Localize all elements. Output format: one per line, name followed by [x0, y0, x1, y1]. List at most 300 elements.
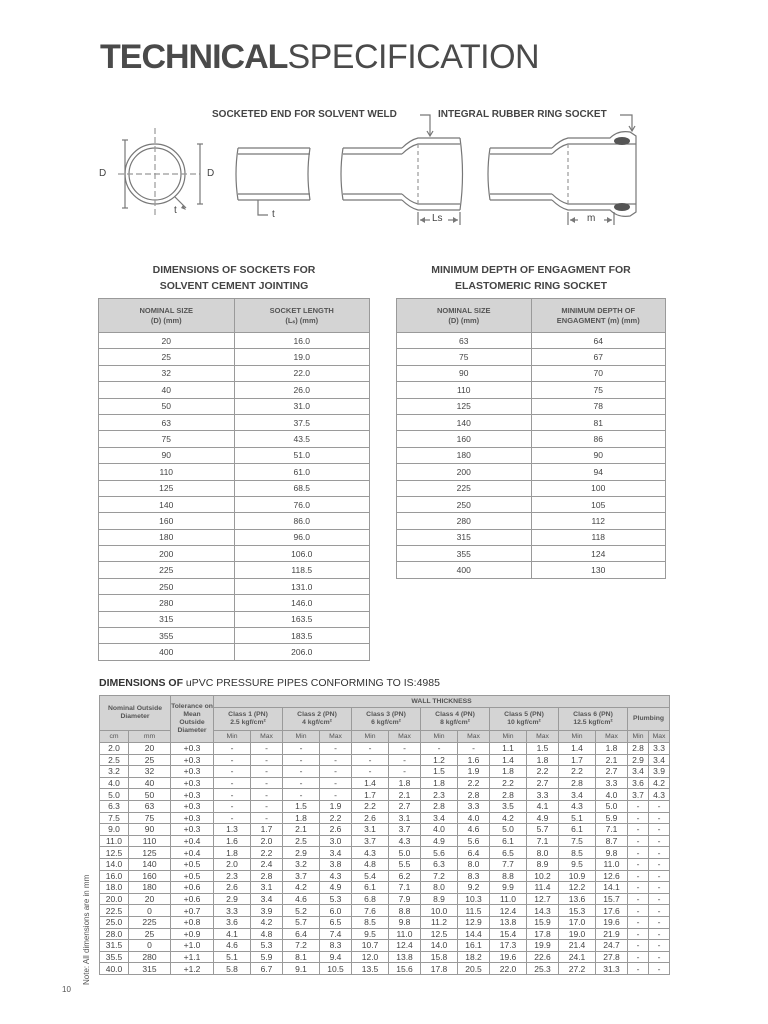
- table-cell: -: [649, 940, 670, 952]
- table-cell: -: [251, 789, 283, 801]
- table-cell: +0.7: [171, 905, 214, 917]
- table-cell: 28.0: [100, 928, 129, 940]
- table-row: [397, 480, 666, 496]
- table-cell: -: [649, 847, 670, 859]
- table-cell: +0.6: [171, 882, 214, 894]
- table-cell: 63: [397, 333, 532, 349]
- table-cell: 9.8: [596, 847, 628, 859]
- table-cell: 140: [129, 858, 171, 870]
- pipes-class-pressure: 2.5 kgf/cm²: [230, 719, 266, 726]
- table-cell: 1.5: [283, 800, 320, 812]
- pipes-col-tolerance: Tolerance on Mean Outside Diameter: [171, 696, 214, 743]
- table-cell: 4.1: [527, 800, 559, 812]
- table-cell: 11.0: [389, 928, 421, 940]
- table-cell: 6.1: [352, 882, 389, 894]
- dim-ls: Ls: [432, 213, 443, 224]
- table-cell: 15.6: [389, 963, 421, 975]
- table-cell: 16.1: [458, 940, 490, 952]
- table-cell: 7.5: [559, 835, 596, 847]
- engage-heading-line1: MINIMUM DEPTH OF ENGAGMENT FOR: [431, 264, 631, 276]
- table-cell: 24.1: [559, 951, 596, 963]
- table-cell: 75: [99, 431, 235, 447]
- engage-col-nominal: [397, 299, 532, 333]
- table-cell: 9.8: [389, 916, 421, 928]
- table-cell: 19.0: [234, 349, 370, 365]
- table-cell: 3.0: [320, 835, 352, 847]
- table-row: [397, 562, 666, 578]
- table-cell: 8.0: [527, 847, 559, 859]
- table-cell: 8.0: [458, 858, 490, 870]
- table-cell: +0.8: [171, 916, 214, 928]
- table-cell: 160: [397, 431, 532, 447]
- table-row: [100, 835, 670, 847]
- table-cell: 6.2: [389, 870, 421, 882]
- table-cell: 140: [99, 496, 235, 512]
- table-cell: 9.0: [100, 824, 129, 836]
- table-row: [100, 858, 670, 870]
- table-cell: 118.5: [234, 562, 370, 578]
- table-cell: 1.8: [596, 743, 628, 755]
- table-cell: -: [649, 928, 670, 940]
- table-cell: 22.5: [100, 905, 129, 917]
- table-cell: 1.5: [421, 766, 458, 778]
- table-cell: 21.9: [596, 928, 628, 940]
- table-cell: 8.5: [559, 847, 596, 859]
- pipes-title-rest: uPVC PRESSURE PIPES CONFORMING TO IS:4985: [183, 677, 440, 689]
- socket-table-header: [99, 299, 370, 333]
- table-cell: 7.1: [527, 835, 559, 847]
- table-row: [99, 578, 370, 594]
- table-cell: +0.3: [171, 812, 214, 824]
- table-cell: 31.5: [100, 940, 129, 952]
- pipes-col-max: Max: [251, 731, 283, 743]
- table-cell: 315: [397, 529, 532, 545]
- table-cell: 5.0: [100, 789, 129, 801]
- table-row: [397, 496, 666, 512]
- table-cell: 13.8: [389, 951, 421, 963]
- table-row: [397, 349, 666, 365]
- table-cell: -: [214, 766, 251, 778]
- table-cell: -: [320, 766, 352, 778]
- table-cell: 86: [531, 431, 666, 447]
- table-cell: 22.6: [527, 951, 559, 963]
- table-cell: 4.2: [649, 777, 670, 789]
- table-cell: 5.4: [352, 870, 389, 882]
- table-cell: 3.3: [596, 777, 628, 789]
- table-cell: -: [628, 882, 649, 894]
- table-cell: 8.7: [596, 835, 628, 847]
- table-cell: -: [649, 916, 670, 928]
- table-cell: 280: [129, 951, 171, 963]
- pipe-drawing: [90, 100, 690, 240]
- table-cell: 10.7: [352, 940, 389, 952]
- table-cell: +1.0: [171, 940, 214, 952]
- table-cell: 2.1: [596, 754, 628, 766]
- table-cell: 2.2: [251, 847, 283, 859]
- table-cell: -: [352, 766, 389, 778]
- table-row: [397, 464, 666, 480]
- table-cell: -: [649, 870, 670, 882]
- table-cell: 63: [99, 414, 235, 430]
- table-row: [397, 382, 666, 398]
- table-cell: 12.5: [421, 928, 458, 940]
- table-cell: 7.1: [389, 882, 421, 894]
- table-cell: 8.8: [490, 870, 527, 882]
- pipes-col-max: Max: [389, 731, 421, 743]
- table-cell: 12.6: [596, 870, 628, 882]
- table-cell: 2.9: [283, 847, 320, 859]
- table-cell: 2.8: [421, 800, 458, 812]
- table-row: [99, 546, 370, 562]
- engage-heading: [396, 262, 666, 294]
- table-cell: 7.9: [389, 893, 421, 905]
- table-cell: 16.0: [234, 333, 370, 349]
- table-cell: 90: [531, 447, 666, 463]
- table-cell: 1.2: [421, 754, 458, 766]
- pipes-col-min: Min: [628, 731, 649, 743]
- table-cell: 125: [397, 398, 532, 414]
- dim-d-right: D: [207, 168, 215, 179]
- table-cell: 8.9: [421, 893, 458, 905]
- table-cell: +0.3: [171, 800, 214, 812]
- table-cell: 280: [397, 513, 532, 529]
- table-cell: 5.1: [214, 951, 251, 963]
- table-cell: 94: [531, 464, 666, 480]
- pipes-class-label: Class 4 (PN): [435, 711, 475, 718]
- pipes-col-min: Min: [490, 731, 527, 743]
- table-cell: 20.5: [458, 963, 490, 975]
- table-cell: 315: [99, 611, 235, 627]
- table-cell: 90: [129, 824, 171, 836]
- table-cell: 4.0: [596, 789, 628, 801]
- table-cell: 3.1: [352, 824, 389, 836]
- table-row: [99, 644, 370, 660]
- table-cell: 2.6: [214, 882, 251, 894]
- table-cell: 4.0: [458, 812, 490, 824]
- table-row: [100, 789, 670, 801]
- page-title-light: SPECIFICATION: [287, 38, 540, 76]
- engage-heading-line2: ELASTOMERIC RING SOCKET: [454, 280, 608, 292]
- table-cell: -: [628, 893, 649, 905]
- table-cell: 3.3: [458, 800, 490, 812]
- table-cell: +0.4: [171, 847, 214, 859]
- table-cell: 2.0: [100, 743, 129, 755]
- table-cell: 225: [397, 480, 532, 496]
- table-cell: -: [251, 777, 283, 789]
- table-cell: -: [458, 743, 490, 755]
- table-cell: 200: [397, 464, 532, 480]
- table-cell: 225: [129, 916, 171, 928]
- table-cell: 20.0: [100, 893, 129, 905]
- engage-col-nominal-l1: NOMINAL SIZE: [436, 305, 491, 315]
- table-cell: 180: [99, 529, 235, 545]
- table-cell: 3.4: [628, 766, 649, 778]
- table-cell: +0.3: [171, 754, 214, 766]
- page-title: [100, 38, 539, 77]
- table-cell: 25.0: [100, 916, 129, 928]
- table-cell: 15.8: [421, 951, 458, 963]
- table-cell: -: [649, 812, 670, 824]
- table-cell: 2.7: [527, 777, 559, 789]
- table-cell: 4.1: [214, 928, 251, 940]
- table-cell: 3.3: [214, 905, 251, 917]
- table-cell: -: [649, 905, 670, 917]
- table-cell: +0.3: [171, 777, 214, 789]
- table-cell: 124: [531, 546, 666, 562]
- table-cell: 12.2: [559, 882, 596, 894]
- table-cell: 4.2: [490, 812, 527, 824]
- table-cell: 8.8: [389, 905, 421, 917]
- table-row: [99, 562, 370, 578]
- table-cell: 40: [129, 777, 171, 789]
- table-cell: -: [628, 963, 649, 975]
- table-cell: -: [320, 743, 352, 755]
- table-cell: -: [283, 754, 320, 766]
- pipes-class-label: Class 6 (PN): [573, 711, 613, 718]
- page-number: 10: [62, 985, 71, 994]
- table-cell: -: [628, 916, 649, 928]
- table-cell: 2.9: [214, 893, 251, 905]
- table-cell: 105: [531, 496, 666, 512]
- table-cell: 2.7: [596, 766, 628, 778]
- table-cell: 106.0: [234, 546, 370, 562]
- table-cell: -: [628, 951, 649, 963]
- table-cell: 5.0: [389, 847, 421, 859]
- pipes-col-cm: cm: [100, 731, 129, 743]
- table-cell: 19.6: [596, 916, 628, 928]
- pipes-class-pressure: 4 kgf/cm²: [302, 719, 332, 726]
- table-cell: 76.0: [234, 496, 370, 512]
- table-cell: 4.9: [421, 835, 458, 847]
- table-cell: 110: [99, 464, 235, 480]
- table-row: [99, 464, 370, 480]
- table-cell: -: [251, 812, 283, 824]
- table-cell: 2.2: [559, 766, 596, 778]
- table-cell: -: [251, 743, 283, 755]
- table-cell: 1.4: [352, 777, 389, 789]
- pipes-class-label: Class 3 (PN): [366, 711, 406, 718]
- table-cell: -: [649, 824, 670, 836]
- table-cell: 315: [129, 963, 171, 975]
- table-cell: 2.2: [490, 777, 527, 789]
- table-cell: 90: [397, 365, 532, 381]
- dim-m: m: [587, 213, 596, 224]
- table-cell: 7.1: [596, 824, 628, 836]
- table-cell: 26.0: [234, 382, 370, 398]
- table-row: [397, 431, 666, 447]
- table-cell: -: [283, 743, 320, 755]
- table-cell: -: [352, 743, 389, 755]
- table-cell: 6.1: [559, 824, 596, 836]
- table-cell: 8.5: [352, 916, 389, 928]
- table-cell: -: [628, 800, 649, 812]
- socket-col-length-l2: (Lₛ) (mm): [285, 315, 319, 325]
- table-cell: 4.0: [100, 777, 129, 789]
- table-cell: 5.7: [527, 824, 559, 836]
- table-cell: 63: [129, 800, 171, 812]
- table-row: [397, 414, 666, 430]
- table-cell: 15.7: [596, 893, 628, 905]
- table-cell: 2.6: [320, 824, 352, 836]
- table-cell: +0.3: [171, 824, 214, 836]
- dim-t-circle: t: [174, 205, 177, 216]
- pipes-col-class: [352, 708, 421, 731]
- table-cell: -: [628, 870, 649, 882]
- table-cell: 1.6: [458, 754, 490, 766]
- table-cell: 11.0: [100, 835, 129, 847]
- label-rubber-ring: INTEGRAL RUBBER RING SOCKET: [438, 109, 607, 120]
- table-cell: -: [320, 777, 352, 789]
- table-cell: -: [628, 835, 649, 847]
- table-cell: 3.9: [649, 766, 670, 778]
- table-cell: 14.0: [421, 940, 458, 952]
- table-cell: 6.5: [490, 847, 527, 859]
- table-cell: 9.5: [559, 858, 596, 870]
- table-row: [100, 800, 670, 812]
- table-cell: -: [649, 963, 670, 975]
- table-cell: 7.2: [283, 940, 320, 952]
- pipes-class-pressure: 6 kgf/cm²: [371, 719, 401, 726]
- pipes-class-pressure: 12.5 kgf/cm²: [573, 719, 613, 726]
- table-cell: +0.9: [171, 928, 214, 940]
- table-cell: 32: [99, 365, 235, 381]
- table-cell: 20: [129, 893, 171, 905]
- table-cell: 5.0: [490, 824, 527, 836]
- table-row: [99, 431, 370, 447]
- table-cell: 4.0: [421, 824, 458, 836]
- table-row: [99, 333, 370, 349]
- table-cell: 61.0: [234, 464, 370, 480]
- pipes-col-mm: mm: [129, 731, 171, 743]
- table-cell: 25.3: [527, 963, 559, 975]
- table-cell: 355: [99, 628, 235, 644]
- table-cell: 2.2: [320, 812, 352, 824]
- table-cell: -: [320, 789, 352, 801]
- table-cell: -: [389, 754, 421, 766]
- pipes-col-class: [490, 708, 559, 731]
- table-cell: -: [214, 800, 251, 812]
- table-cell: +1.1: [171, 951, 214, 963]
- table-cell: 31.0: [234, 398, 370, 414]
- table-cell: 125: [99, 480, 235, 496]
- pipes-col-max: Max: [649, 731, 670, 743]
- table-cell: 4.9: [320, 882, 352, 894]
- table-cell: 86.0: [234, 513, 370, 529]
- table-cell: 64: [531, 333, 666, 349]
- table-cell: 20: [129, 743, 171, 755]
- table-cell: 4.3: [352, 847, 389, 859]
- page-title-bold: TECHNICAL: [100, 38, 288, 76]
- table-cell: 2.1: [389, 789, 421, 801]
- table-cell: 206.0: [234, 644, 370, 660]
- table-cell: 6.3: [421, 858, 458, 870]
- table-cell: 7.7: [490, 858, 527, 870]
- table-cell: 9.4: [320, 951, 352, 963]
- table-row: [99, 513, 370, 529]
- table-cell: 110: [397, 382, 532, 398]
- table-cell: 3.4: [421, 812, 458, 824]
- table-cell: 24.7: [596, 940, 628, 952]
- table-cell: 11.4: [527, 882, 559, 894]
- table-cell: 183.5: [234, 628, 370, 644]
- table-cell: 3.6: [214, 916, 251, 928]
- table-cell: -: [628, 812, 649, 824]
- table-cell: 4.9: [527, 812, 559, 824]
- table-row: [100, 882, 670, 894]
- table-cell: 2.4: [251, 858, 283, 870]
- table-cell: 5.9: [251, 951, 283, 963]
- table-cell: 7.6: [352, 905, 389, 917]
- table-cell: 13.6: [559, 893, 596, 905]
- table-cell: 14.1: [596, 882, 628, 894]
- table-cell: 3.4: [559, 789, 596, 801]
- table-cell: 9.5: [352, 928, 389, 940]
- table-cell: 12.4: [389, 940, 421, 952]
- pipes-col-max: Max: [458, 731, 490, 743]
- table-cell: 1.9: [458, 766, 490, 778]
- socket-table-body: [99, 333, 370, 661]
- table-row: [99, 480, 370, 496]
- table-row: [100, 824, 670, 836]
- table-row: [100, 940, 670, 952]
- table-cell: -: [283, 766, 320, 778]
- table-cell: 1.8: [527, 754, 559, 766]
- table-cell: 250: [397, 496, 532, 512]
- table-cell: 3.7: [352, 835, 389, 847]
- table-cell: 27.8: [596, 951, 628, 963]
- table-cell: 18.0: [100, 882, 129, 894]
- table-cell: 6.4: [283, 928, 320, 940]
- table-cell: +0.6: [171, 893, 214, 905]
- table-cell: 10.3: [458, 893, 490, 905]
- engage-col-depth: [531, 299, 666, 333]
- socket-heading: [98, 262, 370, 294]
- table-cell: 17.3: [490, 940, 527, 952]
- table-cell: -: [628, 847, 649, 859]
- table-cell: -: [251, 800, 283, 812]
- table-row: [99, 611, 370, 627]
- table-cell: 96.0: [234, 529, 370, 545]
- table-cell: 40: [99, 382, 235, 398]
- table-cell: 25: [129, 754, 171, 766]
- table-cell: 131.0: [234, 578, 370, 594]
- table-cell: -: [628, 928, 649, 940]
- table-cell: 180: [397, 447, 532, 463]
- table-cell: 4.3: [389, 835, 421, 847]
- table-cell: 130: [531, 562, 666, 578]
- table-cell: 1.9: [320, 800, 352, 812]
- table-cell: 2.1: [283, 824, 320, 836]
- table-cell: 7.5: [100, 812, 129, 824]
- table-cell: 355: [397, 546, 532, 562]
- table-cell: 2.0: [214, 858, 251, 870]
- table-row: [99, 628, 370, 644]
- table-cell: 5.9: [596, 812, 628, 824]
- pipes-header-row1: [100, 696, 670, 708]
- table-cell: +0.3: [171, 789, 214, 801]
- table-cell: 3.8: [320, 858, 352, 870]
- table-cell: 17.0: [559, 916, 596, 928]
- table-cell: -: [649, 858, 670, 870]
- table-cell: 8.3: [458, 870, 490, 882]
- table-cell: 18.2: [458, 951, 490, 963]
- table-cell: 400: [99, 644, 235, 660]
- table-cell: -: [389, 743, 421, 755]
- table-cell: +0.4: [171, 835, 214, 847]
- table-cell: 3.7: [628, 789, 649, 801]
- table-cell: 22.0: [490, 963, 527, 975]
- table-row: [100, 963, 670, 975]
